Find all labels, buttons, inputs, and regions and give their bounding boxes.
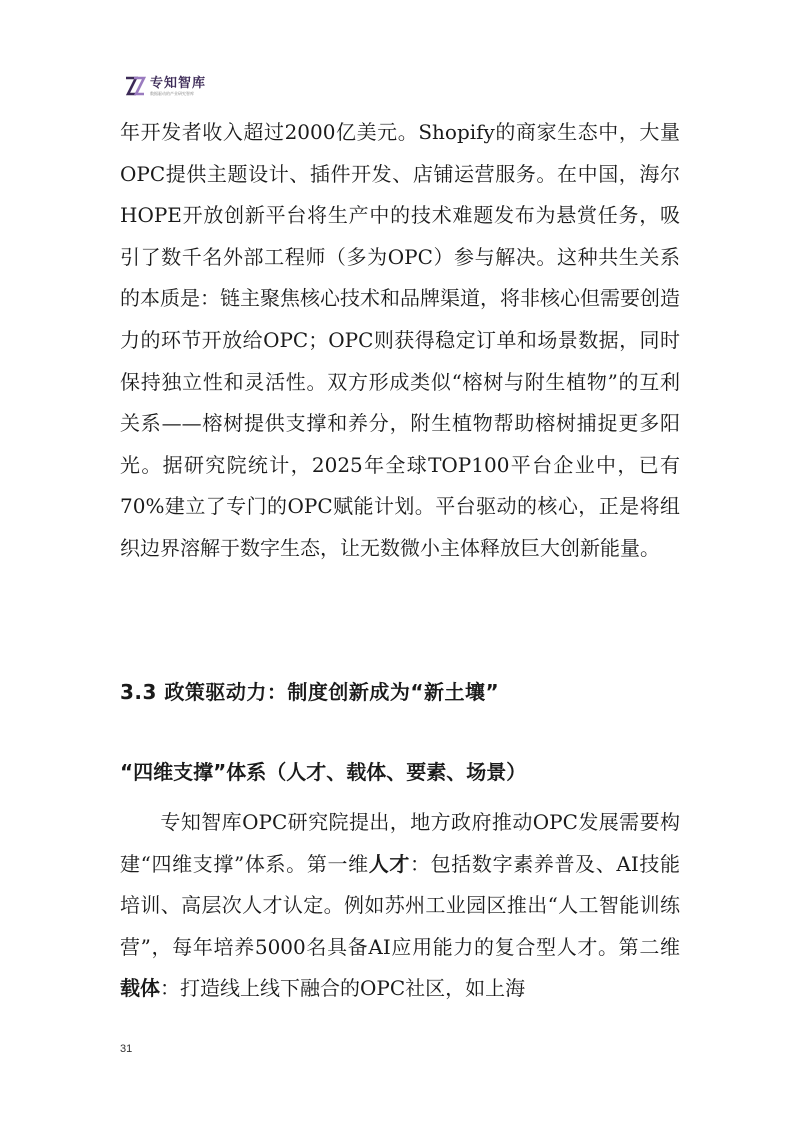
page-number: 31 [120,1043,133,1055]
body-content-2 [120,802,680,1010]
paragraph-2-text-b: ：包括数字素养普及、AI技能培训、高层次人才认定。例如苏州工业园区推出“人工智能训练营”，每年培养5000名具备AI应用能力的复合型人才。第二维 [120,851,681,959]
logo-subtitle: 数据驱动的产业研究智库 [150,90,194,96]
section-heading: 3.3 政策驱动力：制度创新成为“新土壤” [120,680,500,704]
paragraph-2 [120,802,680,1010]
paragraph-2-text-a: 专知智库OPC研究院提出，地方政府推动OPC发展需要构建“四维支撑”体系。第一维 [120,810,680,876]
keyword-carrier: 载体 [120,976,160,1001]
body-content [120,112,680,570]
keyword-talent: 人才 [368,851,411,876]
logo-title: 专知智库 [150,75,207,91]
logo [124,73,206,99]
zhuanzhi-logo-icon [124,75,146,97]
paragraph-2-text-c: ：打造线上线下融合的OPC社区，如上海 [160,976,526,1001]
paragraph-1: 年开发者收入超过2000亿美元。Shopify的商家生态中，大量OPC提供主题设计、插件开发、店铺运营服务。在中国，海尔HOPE开放创新平台将生产中的技术难题发布为悬赏任务，吸引了数千名外部工程师（多为OPC）参与解决。这种共生关系的本质是：链主聚焦核心技术和品牌渠道，将非核心但需要创造力的环节开放给OPC；OPC则获得稳定订单和场景数据，同时保持独立性和灵活性。双方形成类似“榕树与附生植物”的互利关系——榕树提供支撑和养分，附生植物帮助榕树捕捉更多阳光。据研究院统计，2025年全球TOP100平台企业中，已有70%建立了专门的OPC赋能计划。平台驱动的核心，正是将组织边界溶解于数字生态，让无数微小主体释放巨大创新能量。 [120,120,680,560]
sub-heading: “四维支撑”体系（人才、载体、要素、场景） [120,760,527,784]
